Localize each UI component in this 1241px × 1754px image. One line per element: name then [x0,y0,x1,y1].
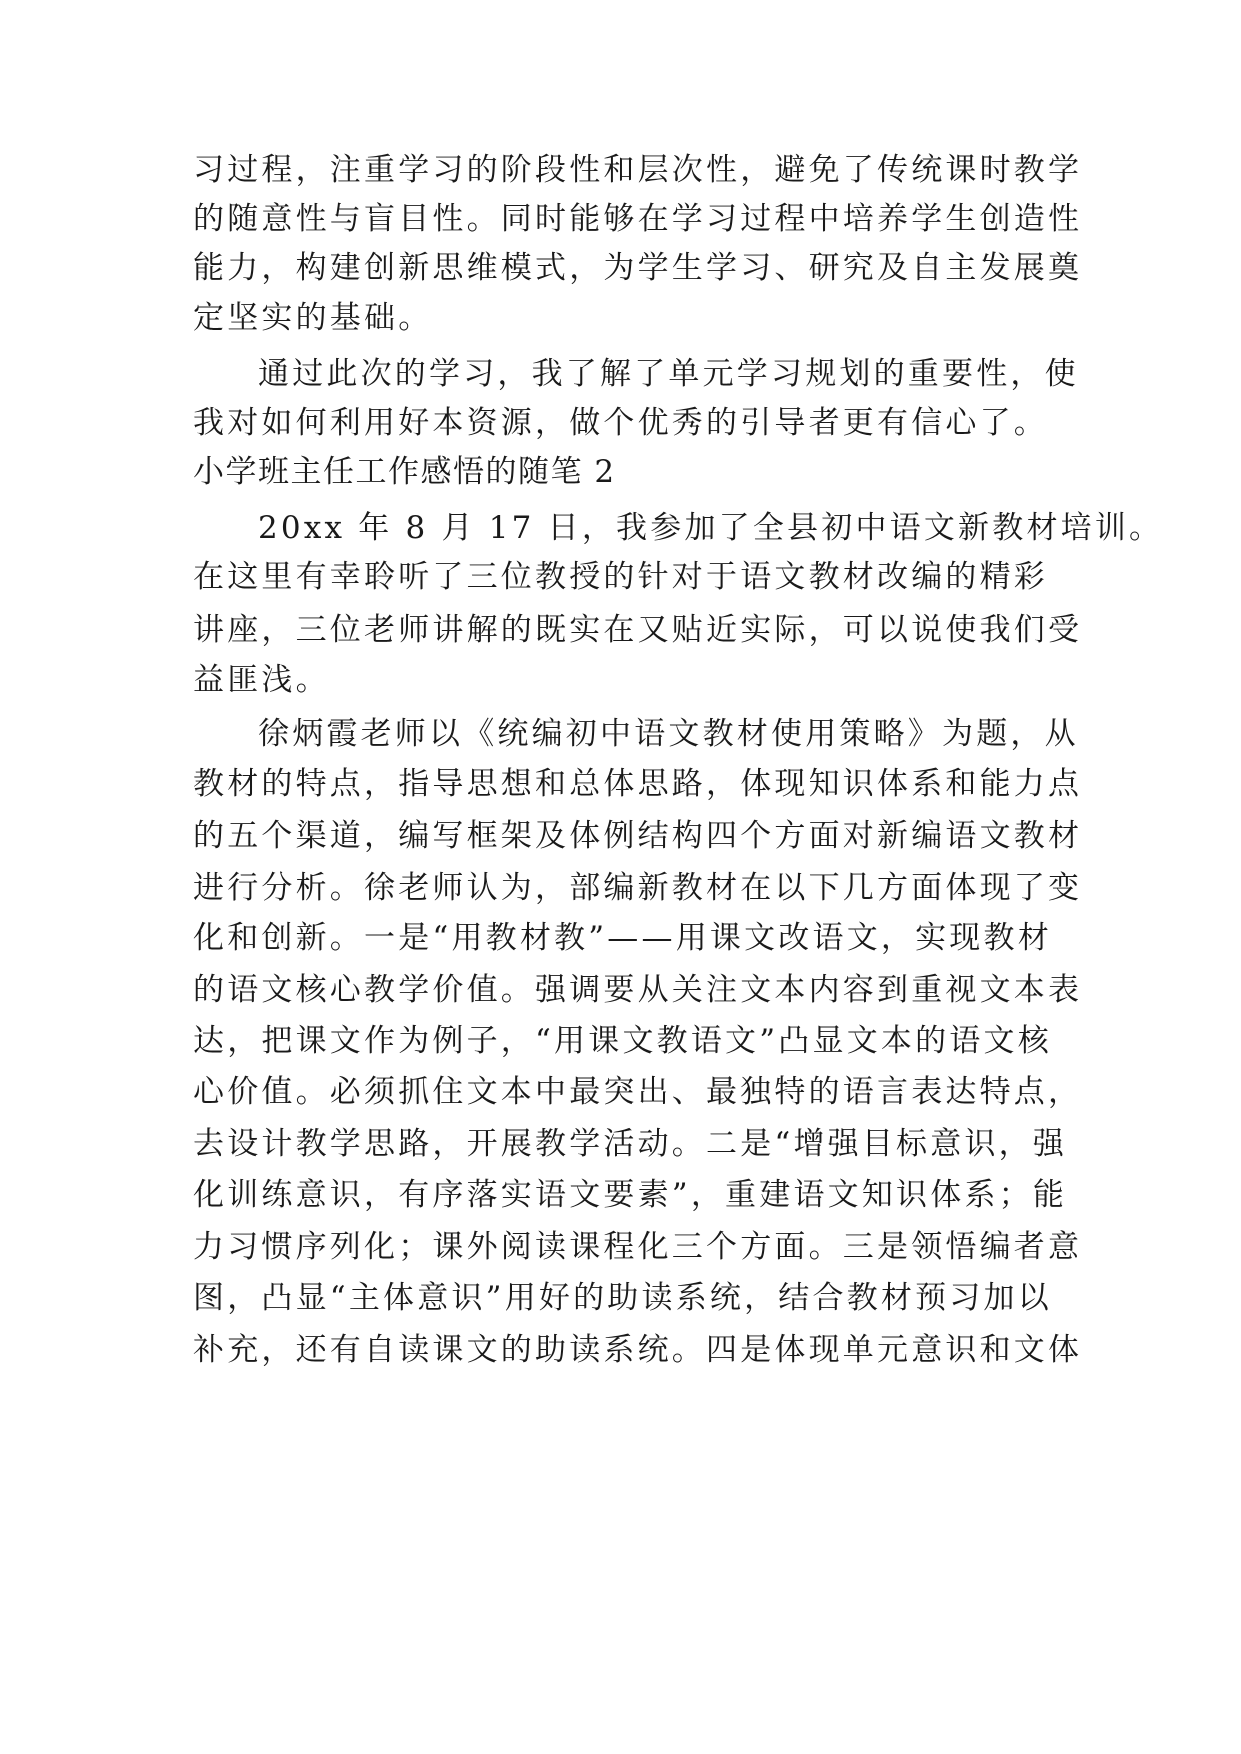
text-line: 能力，构建创新思维模式，为学生学习、研究及自主发展奠 [193,250,1083,286]
text-line: 补充，还有自读课文的助读系统。四是体现单元意识和文体 [193,1332,1083,1368]
text-line: 心价值。必须抓住文本中最突出、最独特的语言表达特点， [193,1074,1083,1110]
text-line: 的随意性与盲目性。同时能够在学习过程中培养学生创造性 [193,201,1083,237]
paragraph-first-line: 20xx 年 8 月 17 日，我参加了全县初中语文新教材培训。 [258,510,1164,546]
text-line: 达，把课文作为例子，“用课文教语文”凸显文本的语文核 [193,1023,1052,1059]
text-line: 化训练意识，有序落实语文要素”，重建语文知识体系；能 [193,1177,1068,1213]
text-line: 定坚实的基础。 [193,300,433,336]
text-line: 力习惯序列化；课外阅读课程化三个方面。三是领悟编者意 [193,1229,1083,1265]
paragraph-first-line: 徐炳霞老师以《统编初中语文教材使用策略》为题，从 [258,716,1079,752]
text-line: 在这里有幸聆听了三位教授的针对于语文教材改编的精彩 [193,559,1048,595]
paragraph-first-line: 通过此次的学习，我了解了单元学习规划的重要性，使 [258,356,1079,392]
section-heading: 小学班主任工作感悟的随笔 2 [193,454,616,490]
text-line: 讲座，三位老师讲解的既实在又贴近实际，可以说使我们受 [193,612,1083,648]
text-line: 的五个渠道，编写框架及体例结构四个方面对新编语文教材 [193,818,1083,854]
text-line: 教材的特点，指导思想和总体思路，体现知识体系和能力点 [193,766,1083,802]
text-line: 我对如何利用好本资源，做个优秀的引导者更有信心了。 [193,405,1048,441]
text-line: 去设计教学思路，开展教学活动。二是“增强目标意识，强 [193,1126,1068,1162]
text-line: 化和创新。一是“用教材教”——用课文改语文，实现教材 [193,920,1052,956]
text-line: 习过程，注重学习的阶段性和层次性，避免了传统课时教学 [193,152,1083,188]
text-line: 进行分析。徐老师认为，部编新教材在以下几方面体现了变 [193,870,1083,906]
text-line: 的语文核心教学价值。强调要从关注文本内容到重视文本表 [193,972,1083,1008]
text-line: 图，凸显“主体意识”用好的助读系统，结合教材预习加以 [193,1280,1052,1316]
text-line: 益匪浅。 [193,662,330,698]
